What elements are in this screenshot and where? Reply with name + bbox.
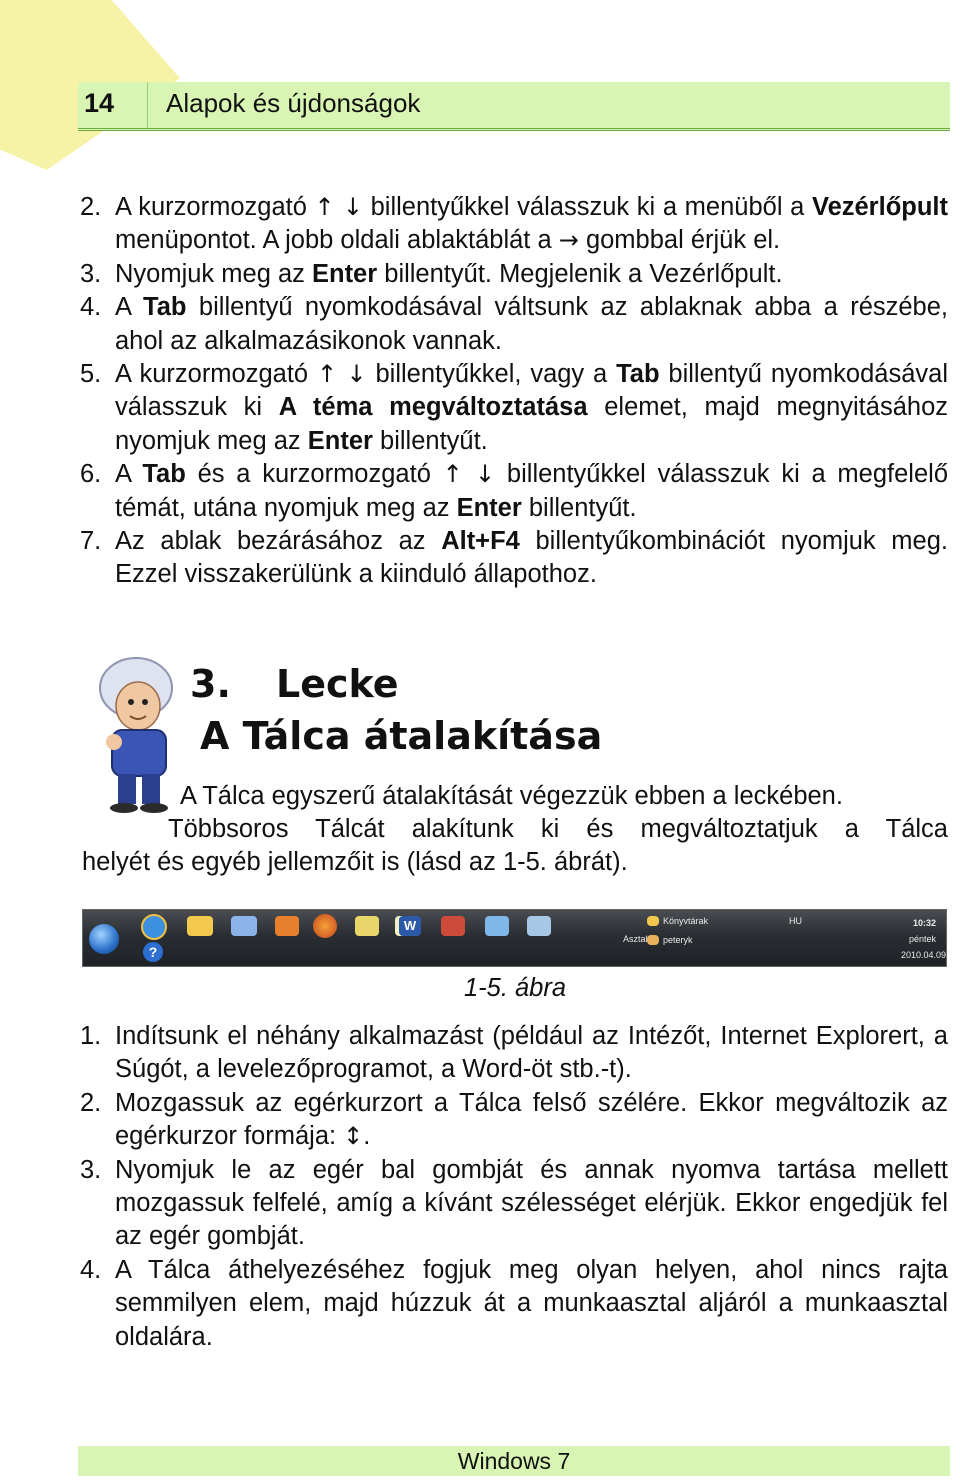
- lesson-label: Lecke: [276, 662, 399, 706]
- chapter-title: Alapok és újdonságok: [166, 88, 421, 118]
- item-number: 3.: [80, 1155, 102, 1184]
- arrow-keys-icon: ↑ ↓: [314, 193, 363, 221]
- mail-icon: [355, 916, 379, 936]
- list-item: 2. A kurzormozgató ↑ ↓ billentyűkkel válasszuk ki a menüből a Vezérlőpult menüpontot. A jobb oldali ablaktáblát a → gombbal érjük el.: [80, 193, 948, 255]
- language-indicator: HU: [789, 916, 802, 926]
- item-number: 3.: [80, 259, 102, 288]
- clock-day: péntek: [909, 934, 937, 944]
- clock-time: 10:32: [913, 918, 937, 928]
- item-number: 2.: [80, 1088, 102, 1117]
- item-number: 6.: [80, 460, 102, 489]
- user-icon: [647, 935, 659, 945]
- tray-user-label: peteryk: [663, 935, 693, 945]
- start-orb-icon: [89, 924, 119, 954]
- lesson-intro-line: Többsoros Tálcát alakítunk ki és megváltoztatjuk a Tálca: [168, 815, 948, 843]
- lesson-title: A Tálca átalakítása: [200, 714, 603, 758]
- list-item: 3. Nyomjuk meg az Enter billentyűt. Megjelenik a Vezérlőpult.: [80, 258, 948, 291]
- media-player-icon: [441, 916, 465, 936]
- list-item: 6. A Tab és a kurzormozgató ↑ ↓ billentyűkkel válasszuk ki a megfelelő témát, utána nyomjuk meg az Enter billentyűt.: [80, 460, 948, 522]
- people-icon: [527, 916, 551, 936]
- tray-desktop-label: Asztal: [623, 934, 648, 944]
- lesson-mascot-icon: [88, 654, 190, 814]
- tray-library-label: Könyvtárak: [663, 916, 709, 926]
- item-number: 4.: [80, 1255, 102, 1284]
- item-number: 4.: [80, 293, 102, 322]
- page-number: 14: [78, 82, 148, 128]
- internet-explorer-icon: [141, 914, 167, 940]
- taskbar-screenshot: [82, 909, 947, 967]
- item-number: 2.: [80, 193, 102, 221]
- item-number: 5.: [80, 360, 102, 389]
- clock-date: 2010.04.09.: [901, 950, 949, 960]
- lesson-intro-line: A Tálca egyszerű átalakítását végezzük ebben a leckében.: [180, 782, 843, 810]
- lesson-number: 3.: [190, 662, 231, 706]
- arrow-right-icon: →: [558, 226, 579, 255]
- monitor-icon: [231, 916, 257, 936]
- steps-list-top: [80, 191, 948, 592]
- page-footer: Windows 7: [78, 1446, 950, 1476]
- list-item: 3. Nyomjuk le az egér bal gombját és annak nyomva tartása mellett mozgassuk felfelé, amíg a kívánt szélességet elérjük. Ekkor engedjük fel az egér gombját.: [80, 1155, 948, 1251]
- list-item: 4. A Tálca áthelyezéséhez fogjuk meg olyan helyen, ahol nincs rajta semmilyen elem, majd húzzuk át a munkaasztal aljáról a munkaasztal oldalára.: [80, 1255, 948, 1351]
- arrow-keys-icon: ↑ ↓: [316, 360, 367, 389]
- list-item: 2. Mozgassuk az egérkurzort a Tálca felső szélére. Ekkor megváltozik az egérkurzor formája: ↕.: [80, 1088, 948, 1151]
- help-icon: ?: [143, 942, 163, 962]
- media-icon: [275, 916, 299, 936]
- page-header: [78, 82, 950, 131]
- item-number: 7.: [80, 527, 102, 556]
- list-item: 7. Az ablak bezárásához az Alt+F4 billentyűkombinációt nyomjuk meg. Ezzel visszakerülünk a kiinduló állapothoz.: [80, 527, 948, 589]
- list-item: 1. Indítsunk el néhány alkalmazást (például az Intézőt, Internet Explorert, a Súgót, a levelezőprogramot, a Word-öt stb.-t).: [80, 1022, 948, 1084]
- folder-icon: [187, 916, 213, 936]
- firefox-icon: [313, 914, 337, 938]
- lesson-intro-line: helyét és egyéb jellemzőit is (lásd az 1-5. ábrát).: [82, 848, 628, 876]
- figure-caption: 1-5. ábra: [463, 974, 567, 1002]
- steps-list-bottom: [80, 1020, 948, 1354]
- arrow-keys-icon: ↑ ↓: [442, 460, 496, 489]
- item-number: 1.: [80, 1022, 102, 1050]
- list-item: 4. A Tab billentyű nyomkodásával váltsunk az ablaknak abba a részébe, ahol az alkalmazásikonok vannak.: [80, 293, 949, 355]
- paint-icon: [485, 916, 509, 936]
- word-icon: W: [399, 916, 421, 936]
- library-icon: [647, 916, 659, 926]
- list-item: 5. A kurzormozgató ↑ ↓ billentyűkkel, vagy a Tab billentyű nyomkodásával válasszuk ki A téma megváltoztatása elemet, majd megnyitásához nyomjuk meg az Enter billentyűt.: [80, 360, 949, 455]
- resize-cursor-icon: ↕: [343, 1122, 364, 1151]
